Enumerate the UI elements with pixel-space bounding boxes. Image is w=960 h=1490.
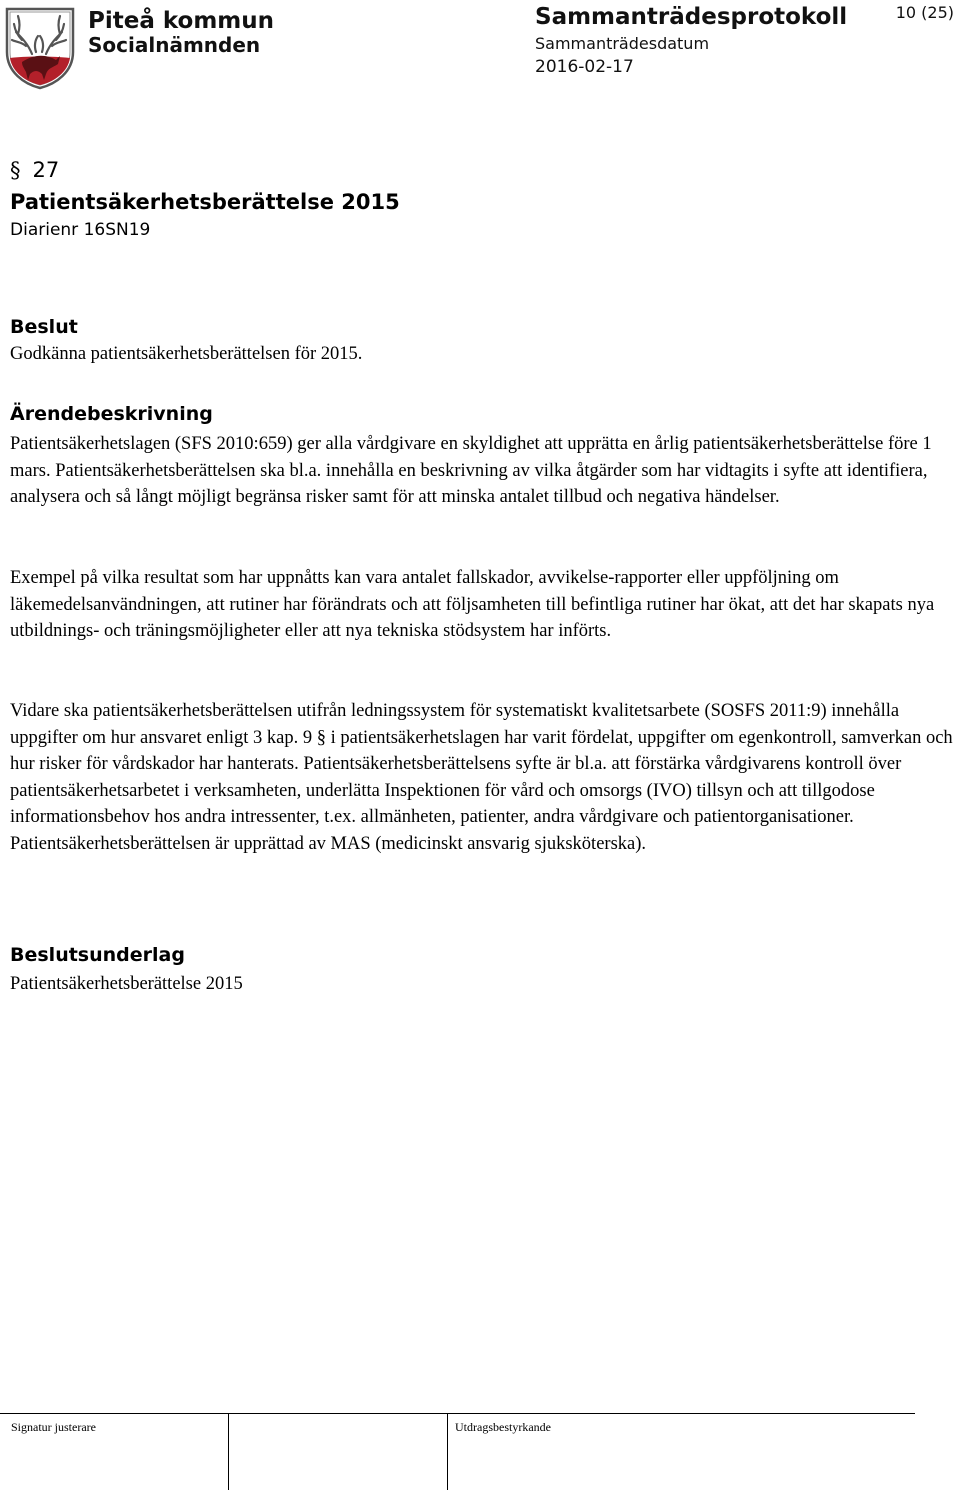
extract-certification-label: Utdragsbestyrkande bbox=[455, 1420, 551, 1434]
case-description-paragraph: Vidare ska patientsäkerhetsberättelsen utifrån ledningssystem för systematiskt kvalitetsarbete (SOSFS 2011:9) innehålla uppgifter om hur ansvaret enligt 3 kap. 9 § i patientsäkerhetslagen har varit fördelat, uppgifter om egenkontroll, samverkan och hur risker för vårdskador har hanterats. Patientsäkerhetsberättelsens syfte är bl.a. att förstärka vårdgivarens kontroll över patientsäkerhetsarbetet i verksamheten, underlätta Inspektionen för vård och omsorgs (IVO) tillsyn och att tillgodose informationsbehov hos andra intressenter, t.ex. allmänheten, patienter, andra vårdgivare och patientorganisationer. Patientsäkerhetsberättelsen är upprättad av MAS (medicinskt ansvarig sjuksköterska). bbox=[10, 701, 953, 854]
registration-number: Diarienr 16SN19 bbox=[10, 220, 151, 240]
case-description-paragraph: Exempel på vilka resultat som har uppnåtts kan vara antalet fallskador, avvikelse-rapporter eller uppföljning om läkemedelsanvändningen, att rutiner har förändrats och att följsamheten till befintliga rutiner har ökat, att det har skapats nya utbildnings- och träningsmöjligheter eller att nya tekniska stödsystem har införts. bbox=[10, 568, 935, 641]
footer-column-divider bbox=[228, 1413, 229, 1490]
decision-basis-text: Patientsäkerhetsberättelse 2015 bbox=[10, 974, 243, 994]
page-number: 10 (25) bbox=[895, 3, 954, 22]
decision-basis-heading: Beslutsunderlag bbox=[10, 944, 185, 966]
committee-name: Socialnämnden bbox=[88, 33, 261, 57]
protocol-header bbox=[535, 2, 847, 78]
document-title: Sammanträdesprotokoll bbox=[535, 4, 848, 30]
agenda-item-header bbox=[10, 150, 400, 242]
organization-name bbox=[88, 8, 274, 57]
decision-text: Godkänna patientsäkerhetsberättelsen för 2015. bbox=[10, 344, 363, 364]
reindeer-coat-of-arms-icon bbox=[4, 6, 76, 90]
meeting-date: 2016-02-17 bbox=[535, 57, 634, 77]
paragraph-number bbox=[10, 150, 400, 190]
footer-divider bbox=[0, 1413, 915, 1414]
case-description-heading: Ärendebeskrivning bbox=[10, 403, 213, 425]
meeting-date-label: Sammanträdesdatum bbox=[535, 34, 710, 53]
footer-column-divider bbox=[447, 1413, 448, 1490]
section-symbol: § bbox=[10, 158, 21, 182]
signature-field-label: Signatur justerare bbox=[11, 1420, 96, 1434]
item-title: Patientsäkerhetsberättelse 2015 bbox=[10, 190, 400, 214]
paragraph-number-value: 27 bbox=[32, 158, 60, 182]
decision-heading: Beslut bbox=[10, 316, 78, 338]
municipality-name: Piteå kommun bbox=[88, 8, 275, 34]
case-description-paragraph: Patientsäkerhetslagen (SFS 2010:659) ger alla vårdgivare en skyldighet att upprätta en årlig patientsäkerhetsberättelse före 1 mars. Patientsäkerhetsberättelsen ska bl.a. innehålla en beskrivning av vilka åtgärder som har vidtagits i syfte att identifiera, analysera och så långt möjligt begränsa risker samt för att minska antalet tillbud och negativa händelser. bbox=[10, 434, 932, 507]
